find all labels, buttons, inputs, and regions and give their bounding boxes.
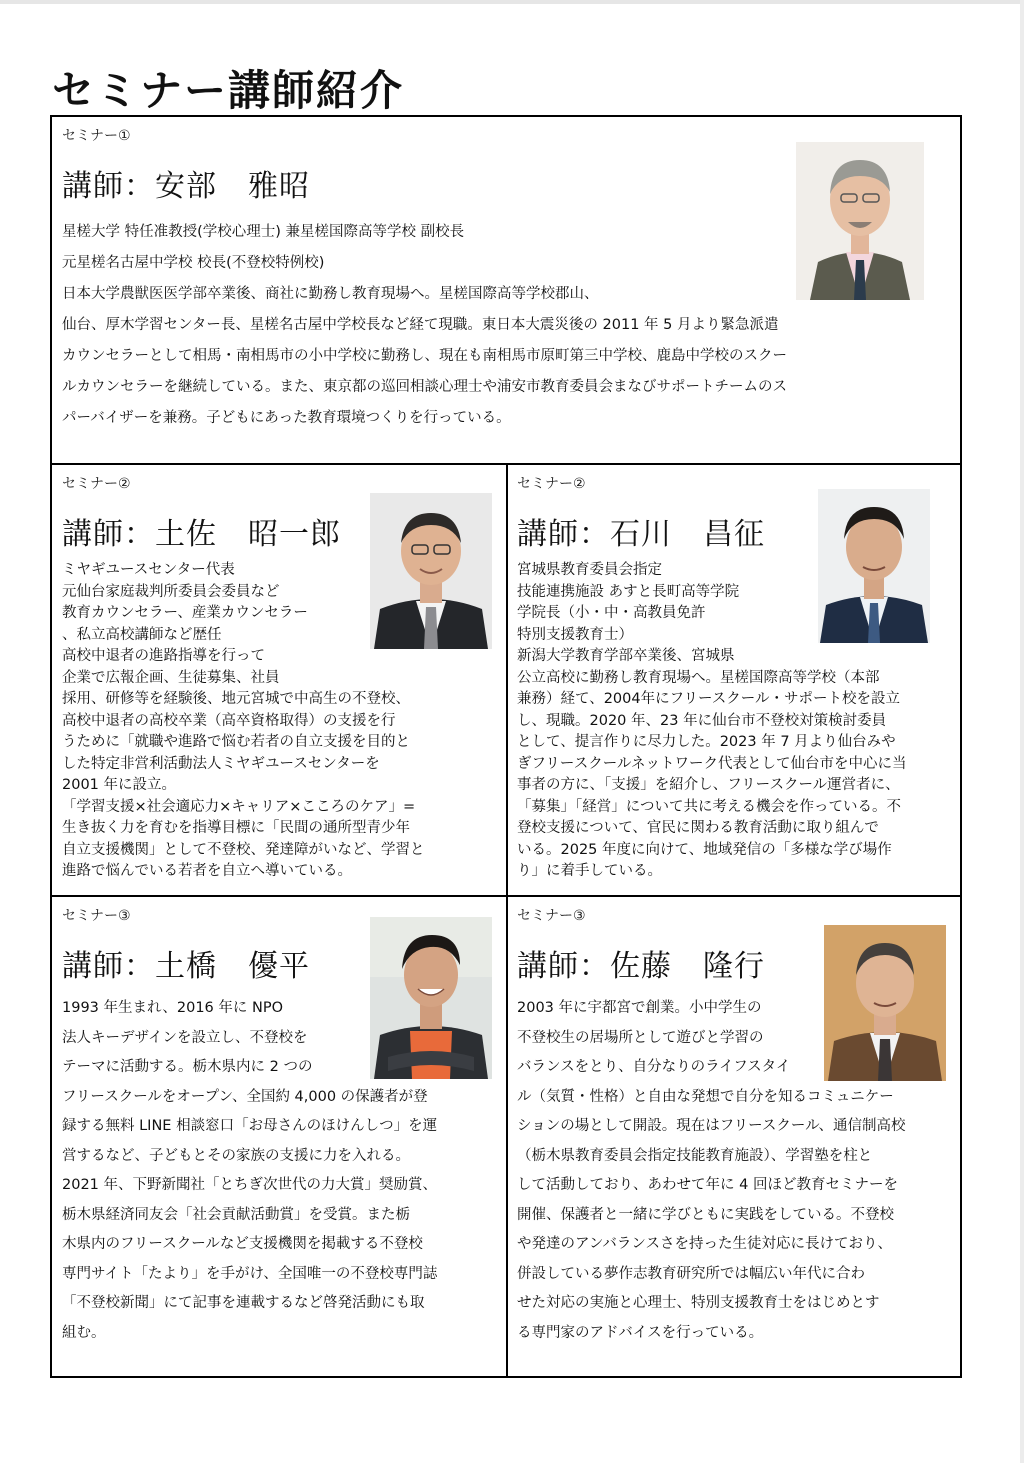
speaker-name: 講師：安部 雅昭: [62, 169, 310, 204]
speaker-name: 講師：佐藤 隆行: [517, 949, 765, 984]
page-title: セミナー講師紹介: [52, 66, 405, 115]
speaker-name: 講師：石川 昌征: [517, 517, 765, 552]
speaker-bio: 1993 年生まれ、2016 年に NPO 法人キーデザインを設立し、不登校を テーマに活動する。栃木県内に 2 つの フリースクールをオープン、全国約 4,000 の保護者が登 録する無料 LINE 相談窓口「お母さんのほけんしつ」を運 営するなど、子どもとその家族の支援に力を入れる。 2021 年、下野新聞社「とちぎ次世代の力大賞」奨励賞、 栃木県経済同友会「社会貢献活動賞」を受賞。また栃 木県内のフリースクールなど支援機関を掲載する不登校 専門サイト「たより」を手がけ、全国唯一の不登校専門誌 「不登校新聞」にて記事を連載するなど啓発活動にも取 組む。: [62, 1000, 438, 1341]
top-border: [0, 0, 1024, 4]
speaker-name: 講師：土佐 昭一郎: [62, 517, 341, 552]
speaker-bio: 宮城県教育委員会指定 技能連携施設 あすと長町高等学院 学院長（小・中・高教員免許 特別支援教育士） 新潟大学教育学部卒業後、宮城県 公立高校に勤務し教育現場へ。星槎国際高等学校（本部 兼務）経て、2004年にフリースクール・サポート校を設立 し、現職。2020 年、23 年に仙台市不登校対策検討委員 として、提言作りに尽力した。2023 年 7 月より仙台みや ぎフリースクールネットワーク代表として仙台市を中心に当 事者の方に、「支援」を紹介し、フリースクール運営者に、 「募集」「経営」について共に考える機会を作っている。不 登校支援について、官民に関わる教育活動に取り組んで いる。2025 年度に向けて、地域発信の「多様な学び場作 り」に着手している。: [517, 562, 907, 879]
seminar-label: セミナー②: [62, 476, 131, 492]
speaker-bio: ミヤギユースセンター代表 元仙台家庭裁判所委員会委員など 教育カウンセラー、産業カウンセラー 、私立高校講師など歴任 高校中退者の進路指導を行って 企業で広報企画、生徒募集、社員 採用、研修等を経験後、地元宮城で中高生の不登校、 高校中退者の高校卒業（高卒資格取得）の支援を行 うために「就職や進路で悩む若者の自立支援を目的と した特定非営利活動法人ミヤギユースセンターを 2001 年に設立。 「学習支援×社会適応力×キャリア×こころのケア」= 生き抜く力を育むを指導目標に「民間の通所型青少年 自立支援機関」として不登校、発達障がいなど、学習と 進路で悩んでいる若者を自立へ導いている。: [62, 562, 425, 879]
speaker-card-sato: [506, 895, 962, 1378]
seminar-label: セミナー①: [62, 128, 131, 144]
speaker-card-abe: [50, 115, 962, 465]
speaker-card-tosa: [50, 463, 508, 897]
speaker-bio: 星槎大学 特任准教授(学校心理士) 兼星槎国際高等学校 副校長 元星槎名古屋中学校 校長(不登校特例校) 日本大学農獣医医学部卒業後、商社に勤務し教育現場へ。星槎国際高等学校郡山、 仙台、厚木学習センター長、星槎名古屋中学校長など経て現職。東日本大震災後の 2011 年 5 月より緊急派遣 カウンセラーとして相馬・南相馬市の小中学校に勤務し、現在も南相馬市原町第三中学校、鹿島中学校のスクー ルカウンセラーを継続している。また、東京都の巡回相談心理士や浦安市教育委員会まなびサポートチームのス パーバイザーを兼務。子どもにあった教育環境つくりを行っている。: [62, 224, 787, 426]
speaker-card-ishikawa: [506, 463, 962, 897]
speaker-name: 講師：土橋 優平: [62, 949, 310, 984]
speaker-card-dobashi: [50, 895, 508, 1378]
seminar-label: セミナー②: [517, 476, 586, 492]
seminar-label: セミナー③: [517, 908, 586, 924]
seminar-label: セミナー③: [62, 908, 131, 924]
speaker-bio: 2003 年に宇都宮で創業。小中学生の 不登校生の居場所として遊びと学習の バランスをとり、自分なりのライフスタイ ル（気質・性格）と自由な発想で自分を知るコミュニケー ションの場として開設。現在はフリースクール、通信制高校 （栃木県教育委員会指定技能教育施設）、学習塾を柱と して活動しており、あわせて年に 4 回ほど教育セミナーを 開催、保護者と一緒に学びともに実践をしている。不登校 や発達のアンバランスさを持った生徒対応に長けており、 併設している夢作志教育研究所では幅広い年代に合わ せた対応の実施と心理士、特別支援教育士をはじめとす る専門家のアドバイスを行っている。: [517, 1000, 906, 1341]
right-border: [1020, 0, 1024, 1463]
